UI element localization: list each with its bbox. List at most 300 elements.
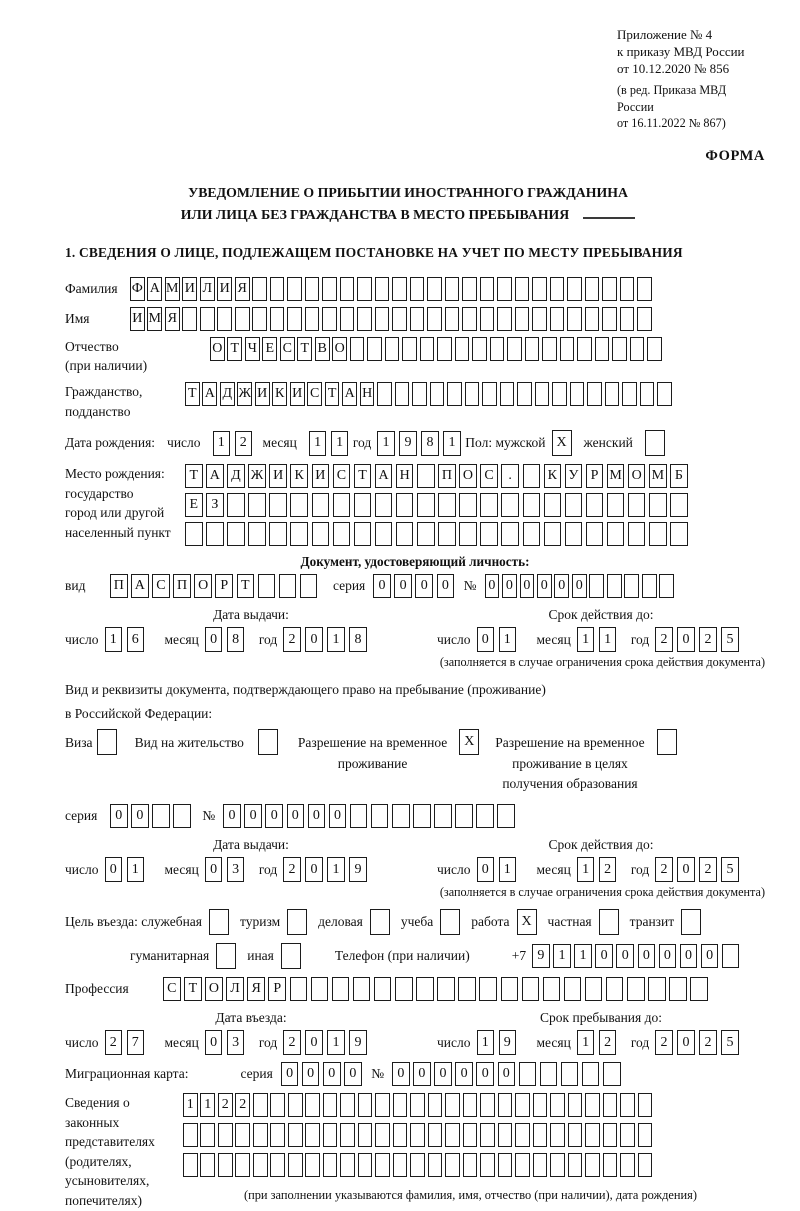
cell[interactable] (501, 493, 519, 517)
cell[interactable]: 2 (283, 857, 301, 882)
cell[interactable]: 2 (699, 857, 717, 882)
cell[interactable]: 2 (699, 627, 717, 652)
cell[interactable]: 0 (305, 627, 323, 652)
cell[interactable] (523, 522, 541, 546)
cell[interactable]: У (565, 464, 583, 488)
cell[interactable] (374, 977, 392, 1001)
cell[interactable] (393, 1123, 408, 1147)
cell[interactable] (517, 382, 532, 406)
cell[interactable] (393, 1093, 408, 1117)
cell[interactable] (357, 307, 372, 331)
cell[interactable] (375, 493, 393, 517)
cell[interactable] (525, 337, 540, 361)
cell[interactable] (440, 909, 460, 935)
cell[interactable]: 2 (235, 1093, 250, 1117)
cell[interactable] (354, 493, 372, 517)
cell[interactable]: Т (184, 977, 202, 1001)
cell[interactable]: 5 (721, 627, 739, 652)
cell[interactable] (515, 307, 530, 331)
cell[interactable]: 2 (655, 857, 673, 882)
cell[interactable] (472, 337, 487, 361)
cell[interactable] (235, 307, 250, 331)
cell[interactable] (480, 307, 495, 331)
cell[interactable] (270, 1093, 285, 1117)
cell[interactable]: 1 (377, 431, 395, 456)
cell[interactable] (498, 1093, 513, 1117)
cell[interactable] (428, 1123, 443, 1147)
cell[interactable]: П (438, 464, 456, 488)
cell[interactable]: 0 (477, 627, 495, 652)
cell[interactable] (252, 307, 267, 331)
cell[interactable] (476, 804, 494, 828)
cell[interactable]: 8 (349, 627, 367, 652)
cell[interactable]: 1 (477, 1030, 495, 1055)
cell[interactable] (532, 307, 547, 331)
cell[interactable] (640, 382, 655, 406)
cell[interactable] (427, 307, 442, 331)
cell[interactable] (670, 493, 688, 517)
cell[interactable] (438, 493, 456, 517)
cell[interactable] (270, 277, 285, 301)
purpose-private-checkbox[interactable] (599, 909, 619, 935)
cell[interactable]: 2 (235, 431, 253, 456)
cell[interactable] (550, 1123, 565, 1147)
cell[interactable] (200, 1123, 215, 1147)
cell[interactable] (305, 277, 320, 301)
cell[interactable] (395, 382, 410, 406)
cell[interactable] (375, 307, 390, 331)
cell[interactable]: 9 (399, 431, 417, 456)
cell[interactable] (322, 277, 337, 301)
cell[interactable] (445, 1153, 460, 1177)
cell[interactable] (333, 493, 351, 517)
cell[interactable] (332, 977, 350, 1001)
entry-day-input[interactable] (105, 1030, 149, 1055)
doc-issue-year-input[interactable] (283, 627, 371, 652)
cell[interactable] (322, 307, 337, 331)
cell[interactable]: А (147, 277, 162, 301)
cell[interactable]: 2 (655, 627, 673, 652)
cell[interactable]: Р (586, 464, 604, 488)
stay-year-input[interactable] (655, 1030, 743, 1055)
cell[interactable]: Ч (245, 337, 260, 361)
cell[interactable] (216, 943, 236, 969)
permit-issue-year-input[interactable] (283, 857, 371, 882)
cell[interactable]: Т (185, 382, 200, 406)
cell[interactable]: И (290, 382, 305, 406)
cell[interactable] (550, 1093, 565, 1117)
cell[interactable] (568, 1153, 583, 1177)
cell[interactable]: 1 (309, 431, 327, 456)
cell[interactable] (217, 307, 232, 331)
cell[interactable] (305, 1093, 320, 1117)
cell[interactable]: Б (670, 464, 688, 488)
cell[interactable] (392, 277, 407, 301)
birth-year-input[interactable] (377, 431, 465, 456)
cell[interactable] (480, 522, 498, 546)
cell[interactable] (620, 307, 635, 331)
cell[interactable]: 9 (349, 857, 367, 882)
cell[interactable]: 0 (701, 944, 719, 968)
cell[interactable] (200, 307, 215, 331)
cell[interactable] (465, 382, 480, 406)
cell[interactable]: 0 (520, 574, 535, 598)
cell[interactable]: 0 (223, 804, 241, 828)
cell[interactable] (532, 277, 547, 301)
cell[interactable] (428, 1093, 443, 1117)
cell[interactable]: 1 (127, 857, 145, 882)
cell[interactable]: 0 (394, 574, 412, 598)
cell[interactable] (312, 493, 330, 517)
cell[interactable] (515, 1123, 530, 1147)
cell[interactable]: 0 (131, 804, 149, 828)
cell[interactable] (290, 977, 308, 1001)
cell[interactable] (402, 337, 417, 361)
cell[interactable] (410, 1123, 425, 1147)
cell[interactable]: 1 (577, 1030, 595, 1055)
cell[interactable] (375, 1123, 390, 1147)
cell[interactable] (515, 1093, 530, 1117)
cell[interactable] (417, 464, 435, 488)
profession-input[interactable] (163, 977, 711, 1001)
cell[interactable] (377, 382, 392, 406)
cell[interactable] (392, 804, 410, 828)
cell[interactable] (445, 1093, 460, 1117)
permit-issue-day-input[interactable] (105, 857, 149, 882)
cell[interactable] (340, 307, 355, 331)
cell[interactable] (550, 307, 565, 331)
cell[interactable]: Я (235, 277, 250, 301)
cell[interactable]: 7 (127, 1030, 145, 1055)
cell[interactable] (279, 574, 297, 598)
cell[interactable] (607, 574, 622, 598)
cell[interactable]: 0 (638, 944, 656, 968)
cell[interactable] (669, 977, 687, 1001)
cell[interactable] (500, 382, 515, 406)
cell[interactable]: К (290, 464, 308, 488)
cell[interactable]: 0 (485, 574, 500, 598)
cell[interactable]: О (210, 337, 225, 361)
cell[interactable]: Р (215, 574, 233, 598)
permit-number-input[interactable] (223, 804, 518, 828)
cell[interactable]: 0 (205, 857, 223, 882)
cell[interactable]: 1 (105, 627, 123, 652)
purpose-transit-checkbox[interactable] (681, 909, 701, 935)
cell[interactable] (395, 977, 413, 1001)
cell[interactable]: 1 (499, 857, 517, 882)
cell[interactable]: 0 (305, 1030, 323, 1055)
cell[interactable]: И (312, 464, 330, 488)
cell[interactable] (396, 522, 414, 546)
cell[interactable]: 1 (183, 1093, 198, 1117)
cell[interactable] (358, 1153, 373, 1177)
cell[interactable] (288, 1123, 303, 1147)
doc-type-input[interactable] (110, 574, 321, 598)
cell[interactable] (463, 1153, 478, 1177)
cell[interactable] (544, 522, 562, 546)
cell[interactable]: Л (200, 277, 215, 301)
cell[interactable]: С (480, 464, 498, 488)
cell[interactable]: 0 (677, 627, 695, 652)
cell[interactable] (340, 1123, 355, 1147)
cell[interactable] (497, 804, 515, 828)
cell[interactable] (480, 1123, 495, 1147)
doc-valid-year-input[interactable] (655, 627, 743, 652)
cell[interactable]: 1 (553, 944, 571, 968)
cell[interactable] (462, 307, 477, 331)
cell[interactable] (570, 382, 585, 406)
cell[interactable]: 9 (349, 1030, 367, 1055)
surname-input[interactable] (130, 277, 655, 301)
cell[interactable]: . (501, 464, 519, 488)
cell[interactable] (410, 277, 425, 301)
cell[interactable]: 0 (323, 1062, 341, 1086)
cell[interactable] (218, 1123, 233, 1147)
cell[interactable] (568, 1093, 583, 1117)
cell[interactable] (437, 977, 455, 1001)
cell[interactable]: Н (396, 464, 414, 488)
cell[interactable]: 0 (413, 1062, 431, 1086)
cell[interactable]: Д (220, 382, 235, 406)
cell[interactable] (340, 277, 355, 301)
cell[interactable] (620, 277, 635, 301)
cell[interactable] (585, 1153, 600, 1177)
cell[interactable]: 2 (599, 857, 617, 882)
cell[interactable] (501, 522, 519, 546)
cell[interactable] (497, 307, 512, 331)
cell[interactable] (428, 1153, 443, 1177)
cell[interactable]: А (202, 382, 217, 406)
stay-month-input[interactable] (577, 1030, 621, 1055)
cell[interactable] (519, 1062, 537, 1086)
cell[interactable] (589, 574, 604, 598)
cell[interactable]: 2 (699, 1030, 717, 1055)
cell[interactable]: 2 (105, 1030, 123, 1055)
cell[interactable] (498, 1153, 513, 1177)
cell[interactable] (463, 1093, 478, 1117)
cell[interactable]: 0 (110, 804, 128, 828)
cell[interactable] (455, 337, 470, 361)
cell[interactable] (183, 1153, 198, 1177)
cell[interactable]: 8 (421, 431, 439, 456)
cell[interactable]: В (315, 337, 330, 361)
cell[interactable] (550, 1153, 565, 1177)
cell[interactable]: Я (165, 307, 180, 331)
cell[interactable] (375, 1093, 390, 1117)
cell[interactable] (416, 977, 434, 1001)
purpose-study-checkbox[interactable] (440, 909, 460, 935)
cell[interactable]: 5 (721, 857, 739, 882)
cell[interactable] (480, 1153, 495, 1177)
cell[interactable] (281, 943, 301, 969)
cell[interactable] (270, 307, 285, 331)
birthplace-input-line1[interactable] (185, 464, 691, 488)
cell[interactable] (560, 337, 575, 361)
cell[interactable] (287, 277, 302, 301)
cell[interactable] (542, 337, 557, 361)
birthplace-input-line2[interactable] (185, 493, 691, 517)
cell[interactable] (358, 1123, 373, 1147)
cell[interactable] (445, 307, 460, 331)
cell[interactable]: 1 (331, 431, 349, 456)
cell[interactable]: 0 (244, 804, 262, 828)
cell[interactable]: 0 (302, 1062, 320, 1086)
cell[interactable] (340, 1153, 355, 1177)
cell[interactable] (375, 277, 390, 301)
cell[interactable] (606, 977, 624, 1001)
cell[interactable] (480, 1093, 495, 1117)
cell[interactable] (420, 337, 435, 361)
cell[interactable]: О (628, 464, 646, 488)
patronymic-input[interactable] (210, 337, 665, 361)
cell[interactable] (603, 1123, 618, 1147)
cell[interactable] (624, 574, 639, 598)
cell[interactable]: 0 (415, 574, 433, 598)
cell[interactable]: 0 (677, 857, 695, 882)
cell[interactable]: 0 (477, 857, 495, 882)
cell[interactable]: 0 (344, 1062, 362, 1086)
cell[interactable] (681, 909, 701, 935)
cell[interactable]: 0 (537, 574, 552, 598)
cell[interactable] (183, 1123, 198, 1147)
cell[interactable] (607, 493, 625, 517)
cell[interactable] (290, 493, 308, 517)
cell[interactable] (515, 277, 530, 301)
cell[interactable] (498, 1123, 513, 1147)
cell[interactable]: С (307, 382, 322, 406)
cell[interactable] (375, 1153, 390, 1177)
cell[interactable] (258, 729, 278, 755)
cell[interactable]: Ж (248, 464, 266, 488)
cell[interactable]: 6 (127, 627, 145, 652)
cell[interactable]: С (280, 337, 295, 361)
entry-month-input[interactable] (205, 1030, 249, 1055)
cell[interactable] (657, 382, 672, 406)
cell[interactable] (235, 1123, 250, 1147)
cell[interactable] (375, 522, 393, 546)
cell[interactable] (515, 1153, 530, 1177)
cell[interactable] (722, 944, 740, 968)
cell[interactable] (396, 493, 414, 517)
cell[interactable] (173, 804, 191, 828)
cell[interactable]: А (375, 464, 393, 488)
cell[interactable]: Т (354, 464, 372, 488)
cell[interactable] (227, 493, 245, 517)
cell[interactable]: 8 (227, 627, 245, 652)
cell[interactable] (649, 522, 667, 546)
cell[interactable]: 1 (599, 627, 617, 652)
birth-day-input[interactable] (213, 431, 257, 456)
cell[interactable] (533, 1093, 548, 1117)
cell[interactable]: О (194, 574, 212, 598)
cell[interactable] (437, 337, 452, 361)
cell[interactable] (185, 522, 203, 546)
doc-number-input[interactable] (485, 574, 677, 598)
cell[interactable] (447, 382, 462, 406)
doc-series-input[interactable] (373, 574, 457, 598)
sex-female-checkbox[interactable] (645, 430, 665, 456)
cell[interactable] (354, 522, 372, 546)
cell[interactable] (445, 1123, 460, 1147)
cell[interactable]: П (173, 574, 191, 598)
cell[interactable]: 2 (599, 1030, 617, 1055)
cell[interactable] (586, 493, 604, 517)
cell[interactable] (312, 522, 330, 546)
cell[interactable]: 0 (659, 944, 677, 968)
cell[interactable]: 3 (227, 857, 245, 882)
cell[interactable] (612, 337, 627, 361)
cell[interactable] (270, 1123, 285, 1147)
cell[interactable] (602, 277, 617, 301)
citizenship-input[interactable] (185, 382, 675, 406)
cell[interactable] (620, 1093, 635, 1117)
cell[interactable]: М (607, 464, 625, 488)
cell[interactable]: 5 (721, 1030, 739, 1055)
cell[interactable] (305, 307, 320, 331)
cell[interactable] (462, 277, 477, 301)
cell[interactable] (670, 522, 688, 546)
cell[interactable] (657, 729, 677, 755)
cell[interactable] (622, 382, 637, 406)
cell[interactable] (507, 337, 522, 361)
cell[interactable] (252, 277, 267, 301)
cell[interactable]: С (333, 464, 351, 488)
cell[interactable]: 0 (205, 627, 223, 652)
cell[interactable] (206, 522, 224, 546)
doc-issue-month-input[interactable] (205, 627, 249, 652)
cell[interactable] (540, 1062, 558, 1086)
cell[interactable]: Я (247, 977, 265, 1001)
cell[interactable] (648, 977, 666, 1001)
cell[interactable] (323, 1093, 338, 1117)
cell[interactable]: Т (325, 382, 340, 406)
cell[interactable] (522, 977, 540, 1001)
cell[interactable] (490, 337, 505, 361)
cell[interactable]: Е (262, 337, 277, 361)
birth-month-input[interactable] (309, 431, 353, 456)
cell[interactable] (417, 522, 435, 546)
cell[interactable]: X (517, 909, 537, 935)
cell[interactable] (620, 1123, 635, 1147)
cell[interactable]: Ж (237, 382, 252, 406)
phone-input[interactable] (532, 944, 743, 968)
cell[interactable] (638, 1153, 653, 1177)
cell[interactable] (248, 493, 266, 517)
cell[interactable]: О (332, 337, 347, 361)
cell[interactable] (385, 337, 400, 361)
cell[interactable] (253, 1123, 268, 1147)
cell[interactable]: 1 (213, 431, 231, 456)
cell[interactable]: 0 (677, 1030, 695, 1055)
cell[interactable]: 0 (287, 804, 305, 828)
cell[interactable] (523, 464, 541, 488)
cell[interactable]: 1 (443, 431, 461, 456)
cell[interactable] (417, 493, 435, 517)
temp-residence-checkbox[interactable] (459, 729, 479, 755)
cell[interactable]: Т (297, 337, 312, 361)
cell[interactable]: О (205, 977, 223, 1001)
cell[interactable] (599, 909, 619, 935)
cell[interactable] (607, 522, 625, 546)
cell[interactable]: 1 (327, 857, 345, 882)
cell[interactable]: 3 (227, 1030, 245, 1055)
cell[interactable]: И (217, 277, 232, 301)
purpose-work-checkbox[interactable] (517, 909, 537, 935)
cell[interactable] (218, 1153, 233, 1177)
cell[interactable] (253, 1153, 268, 1177)
given-name-input[interactable] (130, 307, 655, 331)
sex-male-checkbox[interactable] (552, 430, 572, 456)
